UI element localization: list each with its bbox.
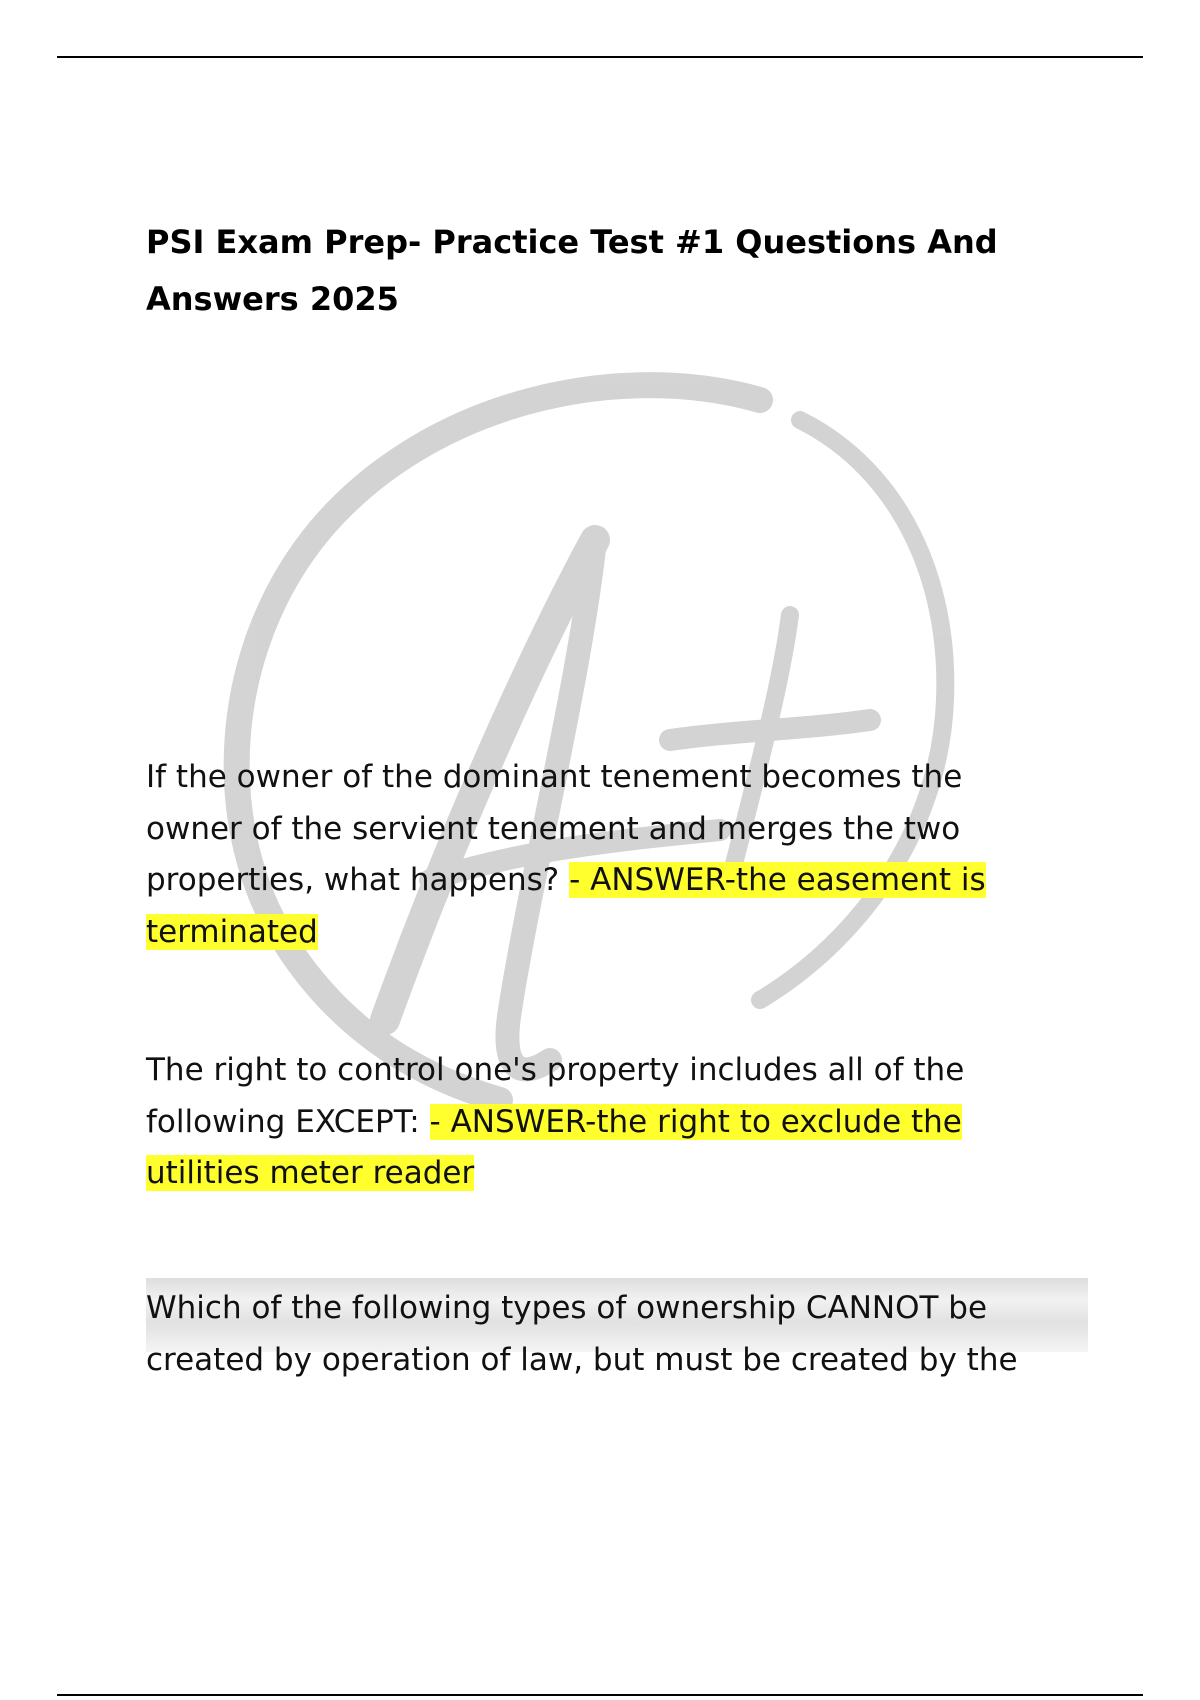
question-text: Which of the following types of ownership CANNOT be created by operation of law, but must be created by the <box>146 1290 1018 1378</box>
answer-highlight: - ANSWER-the easement is terminated <box>146 862 986 950</box>
qa-item-1 <box>146 752 1066 958</box>
a-plus-circle-watermark-icon <box>200 360 960 1120</box>
top-divider <box>57 56 1143 58</box>
qa-item-2 <box>146 1045 1066 1200</box>
qa-item-3 <box>146 1283 1066 1386</box>
question-text: The right to control one's property includes all of the following EXCEPT: <box>146 1052 965 1140</box>
bottom-divider <box>57 1694 1143 1696</box>
page-title: PSI Exam Prep- Practice Test #1 Questions And Answers 2025 <box>146 223 998 318</box>
question-text: If the owner of the dominant tenement becomes the owner of the servient tenement and merges the two properties, what happens? <box>146 759 963 898</box>
answer-highlight: - ANSWER-the right to exclude the utilities meter reader <box>146 1103 962 1191</box>
